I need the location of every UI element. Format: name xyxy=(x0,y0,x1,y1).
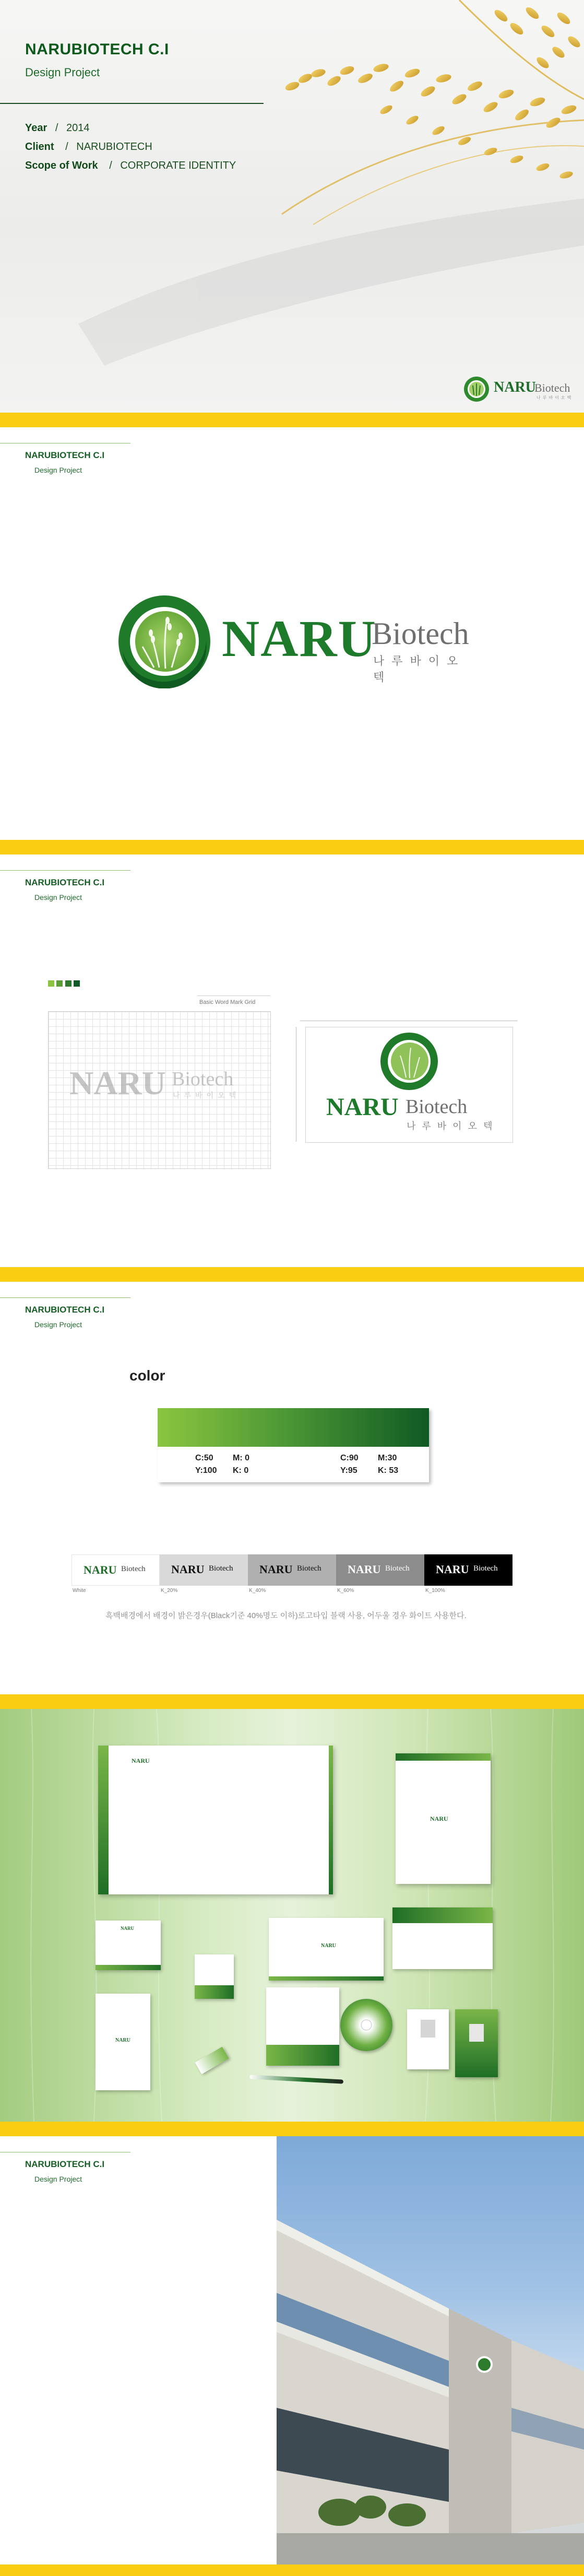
color-heading: color xyxy=(129,1367,165,1384)
cover-year-row xyxy=(25,122,89,134)
cmyk-right-c: C:90 xyxy=(340,1454,359,1462)
client-label: Client xyxy=(25,141,54,153)
cmyk-left-k: K: 0 xyxy=(233,1466,249,1475)
cover-logo-biotech: Biotech xyxy=(534,381,570,394)
grid-section xyxy=(0,854,584,1267)
client-value: NARUBIOTECH xyxy=(76,141,152,153)
cmyk-left-m: M: 0 xyxy=(233,1454,249,1462)
building-photo xyxy=(277,2136,584,2565)
cover-section xyxy=(0,0,584,413)
cd-disc xyxy=(340,1999,392,2051)
section-subtitle: Design Project xyxy=(34,1320,82,1329)
grid-naru-text: NARU xyxy=(69,1064,166,1102)
divider-bar-5 xyxy=(0,2122,584,2136)
logo-biotech-text: Biotech xyxy=(372,616,469,651)
cover-logo xyxy=(463,376,583,402)
grid-caption: Basic Word Mark Grid xyxy=(199,999,256,1005)
spec-biotech-text: Biotech xyxy=(406,1096,468,1118)
card-logo: NARU xyxy=(121,1926,134,1931)
folder xyxy=(396,1753,491,1884)
cover-divider xyxy=(0,103,264,104)
swatch-naru: NARU xyxy=(348,1563,381,1576)
grid-biotech-text: Biotech xyxy=(172,1068,234,1090)
swatch-biotech: Biotech xyxy=(385,1564,410,1573)
swatch-label: K_60% xyxy=(337,1588,354,1594)
cover-client-row xyxy=(25,141,152,153)
envelope-logo: NARU xyxy=(132,1757,150,1764)
swatch-label: K_100% xyxy=(425,1588,445,1594)
divider-bar-4 xyxy=(0,1694,584,1709)
logo-emblem-icon xyxy=(463,376,490,402)
scope-value: CORPORATE IDENTITY xyxy=(120,160,236,171)
cover-scope-row xyxy=(25,160,236,172)
business-card xyxy=(96,1921,161,1970)
cmyk-left-y: Y:100 xyxy=(195,1466,217,1475)
letterhead xyxy=(269,1918,384,1981)
cover-logo-naru: NARU xyxy=(494,379,536,395)
wordmark-grid xyxy=(48,1011,271,1169)
stationery-section xyxy=(0,1709,584,2122)
logo-korean-text: 나루바이오텍 xyxy=(373,654,466,684)
section-subtitle: Design Project xyxy=(34,2175,82,2183)
swatch-label: K_20% xyxy=(161,1588,178,1594)
wheat-illustration xyxy=(0,0,584,413)
section-divider xyxy=(0,870,130,871)
logo-section xyxy=(0,427,584,840)
grid-korean-text: 나루바이오텍 xyxy=(173,1091,241,1099)
swatch-k40 xyxy=(248,1554,336,1586)
divider-bar-6 xyxy=(0,2565,584,2576)
swatch-k60 xyxy=(336,1554,424,1586)
color-gradient xyxy=(158,1408,429,1447)
tag xyxy=(195,1954,234,1999)
spec-korean-text: 나루바이오텍 xyxy=(407,1121,499,1131)
logo-naru-text: NARU xyxy=(222,610,377,668)
cover-subtitle: Design Project xyxy=(25,66,100,79)
cover-logo-korean: 나루바이오텍 xyxy=(537,395,574,400)
swatch-label: K_40% xyxy=(249,1588,266,1594)
swatch-naru: NARU xyxy=(171,1563,205,1576)
logo-emblem-icon xyxy=(117,594,211,688)
small-envelope xyxy=(392,1907,493,1969)
swatch-k20 xyxy=(160,1554,248,1586)
memo-pad xyxy=(96,1994,150,2090)
color-card xyxy=(158,1408,429,1482)
section-divider xyxy=(0,1297,130,1298)
swatch-naru: NARU xyxy=(436,1563,469,1576)
cmyk-right-m: M:30 xyxy=(378,1454,397,1462)
logo-emblem-icon xyxy=(380,1032,438,1091)
spec-naru-text: NARU xyxy=(326,1093,399,1121)
swatch-k100 xyxy=(424,1554,513,1586)
year-label: Year xyxy=(25,122,47,134)
client-sep: / xyxy=(65,141,68,153)
color-section xyxy=(0,1282,584,1694)
envelope-large xyxy=(98,1746,333,1894)
id-badge-white xyxy=(407,2009,449,2069)
scope-label: Scope of Work xyxy=(25,160,98,171)
section-subtitle: Design Project xyxy=(34,893,82,901)
section-title: NARUBIOTECH C.I xyxy=(25,450,105,460)
swatch-note: 흑백배경에서 배경이 밝은경우(Black기준 40%명도 이하)로고타입 블랙 사용, 어두울 경우 화이트 사용한다. xyxy=(105,1611,467,1620)
divider-bar-1 xyxy=(0,413,584,427)
building-illustration xyxy=(277,2136,584,2565)
second-letterhead xyxy=(266,1987,339,2066)
building-section xyxy=(0,2136,584,2565)
swatch-naru: NARU xyxy=(84,1563,117,1576)
letterhead-logo: NARU xyxy=(321,1943,336,1949)
swatch-naru: NARU xyxy=(259,1563,293,1576)
section-title: NARUBIOTECH C.I xyxy=(25,877,105,887)
swatch-white xyxy=(71,1554,160,1586)
swatch-biotech: Biotech xyxy=(209,1564,233,1573)
swatch-biotech: Biotech xyxy=(473,1564,498,1573)
logo-spec-drawing xyxy=(305,1027,525,1147)
year-value: 2014 xyxy=(66,122,90,134)
id-badge-green xyxy=(455,2009,498,2077)
section-title: NARUBIOTECH C.I xyxy=(25,1305,105,1315)
folder-logo: NARU xyxy=(430,1815,448,1822)
swatch-biotech: Biotech xyxy=(121,1565,146,1573)
divider-bar-2 xyxy=(0,840,584,854)
background-swatches xyxy=(71,1554,513,1586)
cmyk-right-k: K: 53 xyxy=(378,1466,399,1475)
section-subtitle: Design Project xyxy=(34,466,82,474)
cmyk-left xyxy=(195,1452,249,1477)
mini-color-chips xyxy=(48,980,80,989)
cover-title: NARUBIOTECH C.I xyxy=(25,41,169,58)
cmyk-right xyxy=(340,1452,398,1477)
main-logo xyxy=(117,594,483,688)
cmyk-left-c: C:50 xyxy=(195,1454,213,1462)
scope-sep: / xyxy=(109,160,112,171)
swatch-label: White xyxy=(73,1588,86,1594)
cmyk-right-y: Y:95 xyxy=(340,1466,357,1475)
section-title: NARUBIOTECH C.I xyxy=(25,2159,105,2169)
swatch-biotech: Biotech xyxy=(297,1564,321,1573)
year-sep: / xyxy=(55,122,58,134)
divider-bar-3 xyxy=(0,1267,584,1282)
memo-logo: NARU xyxy=(115,2038,130,2043)
